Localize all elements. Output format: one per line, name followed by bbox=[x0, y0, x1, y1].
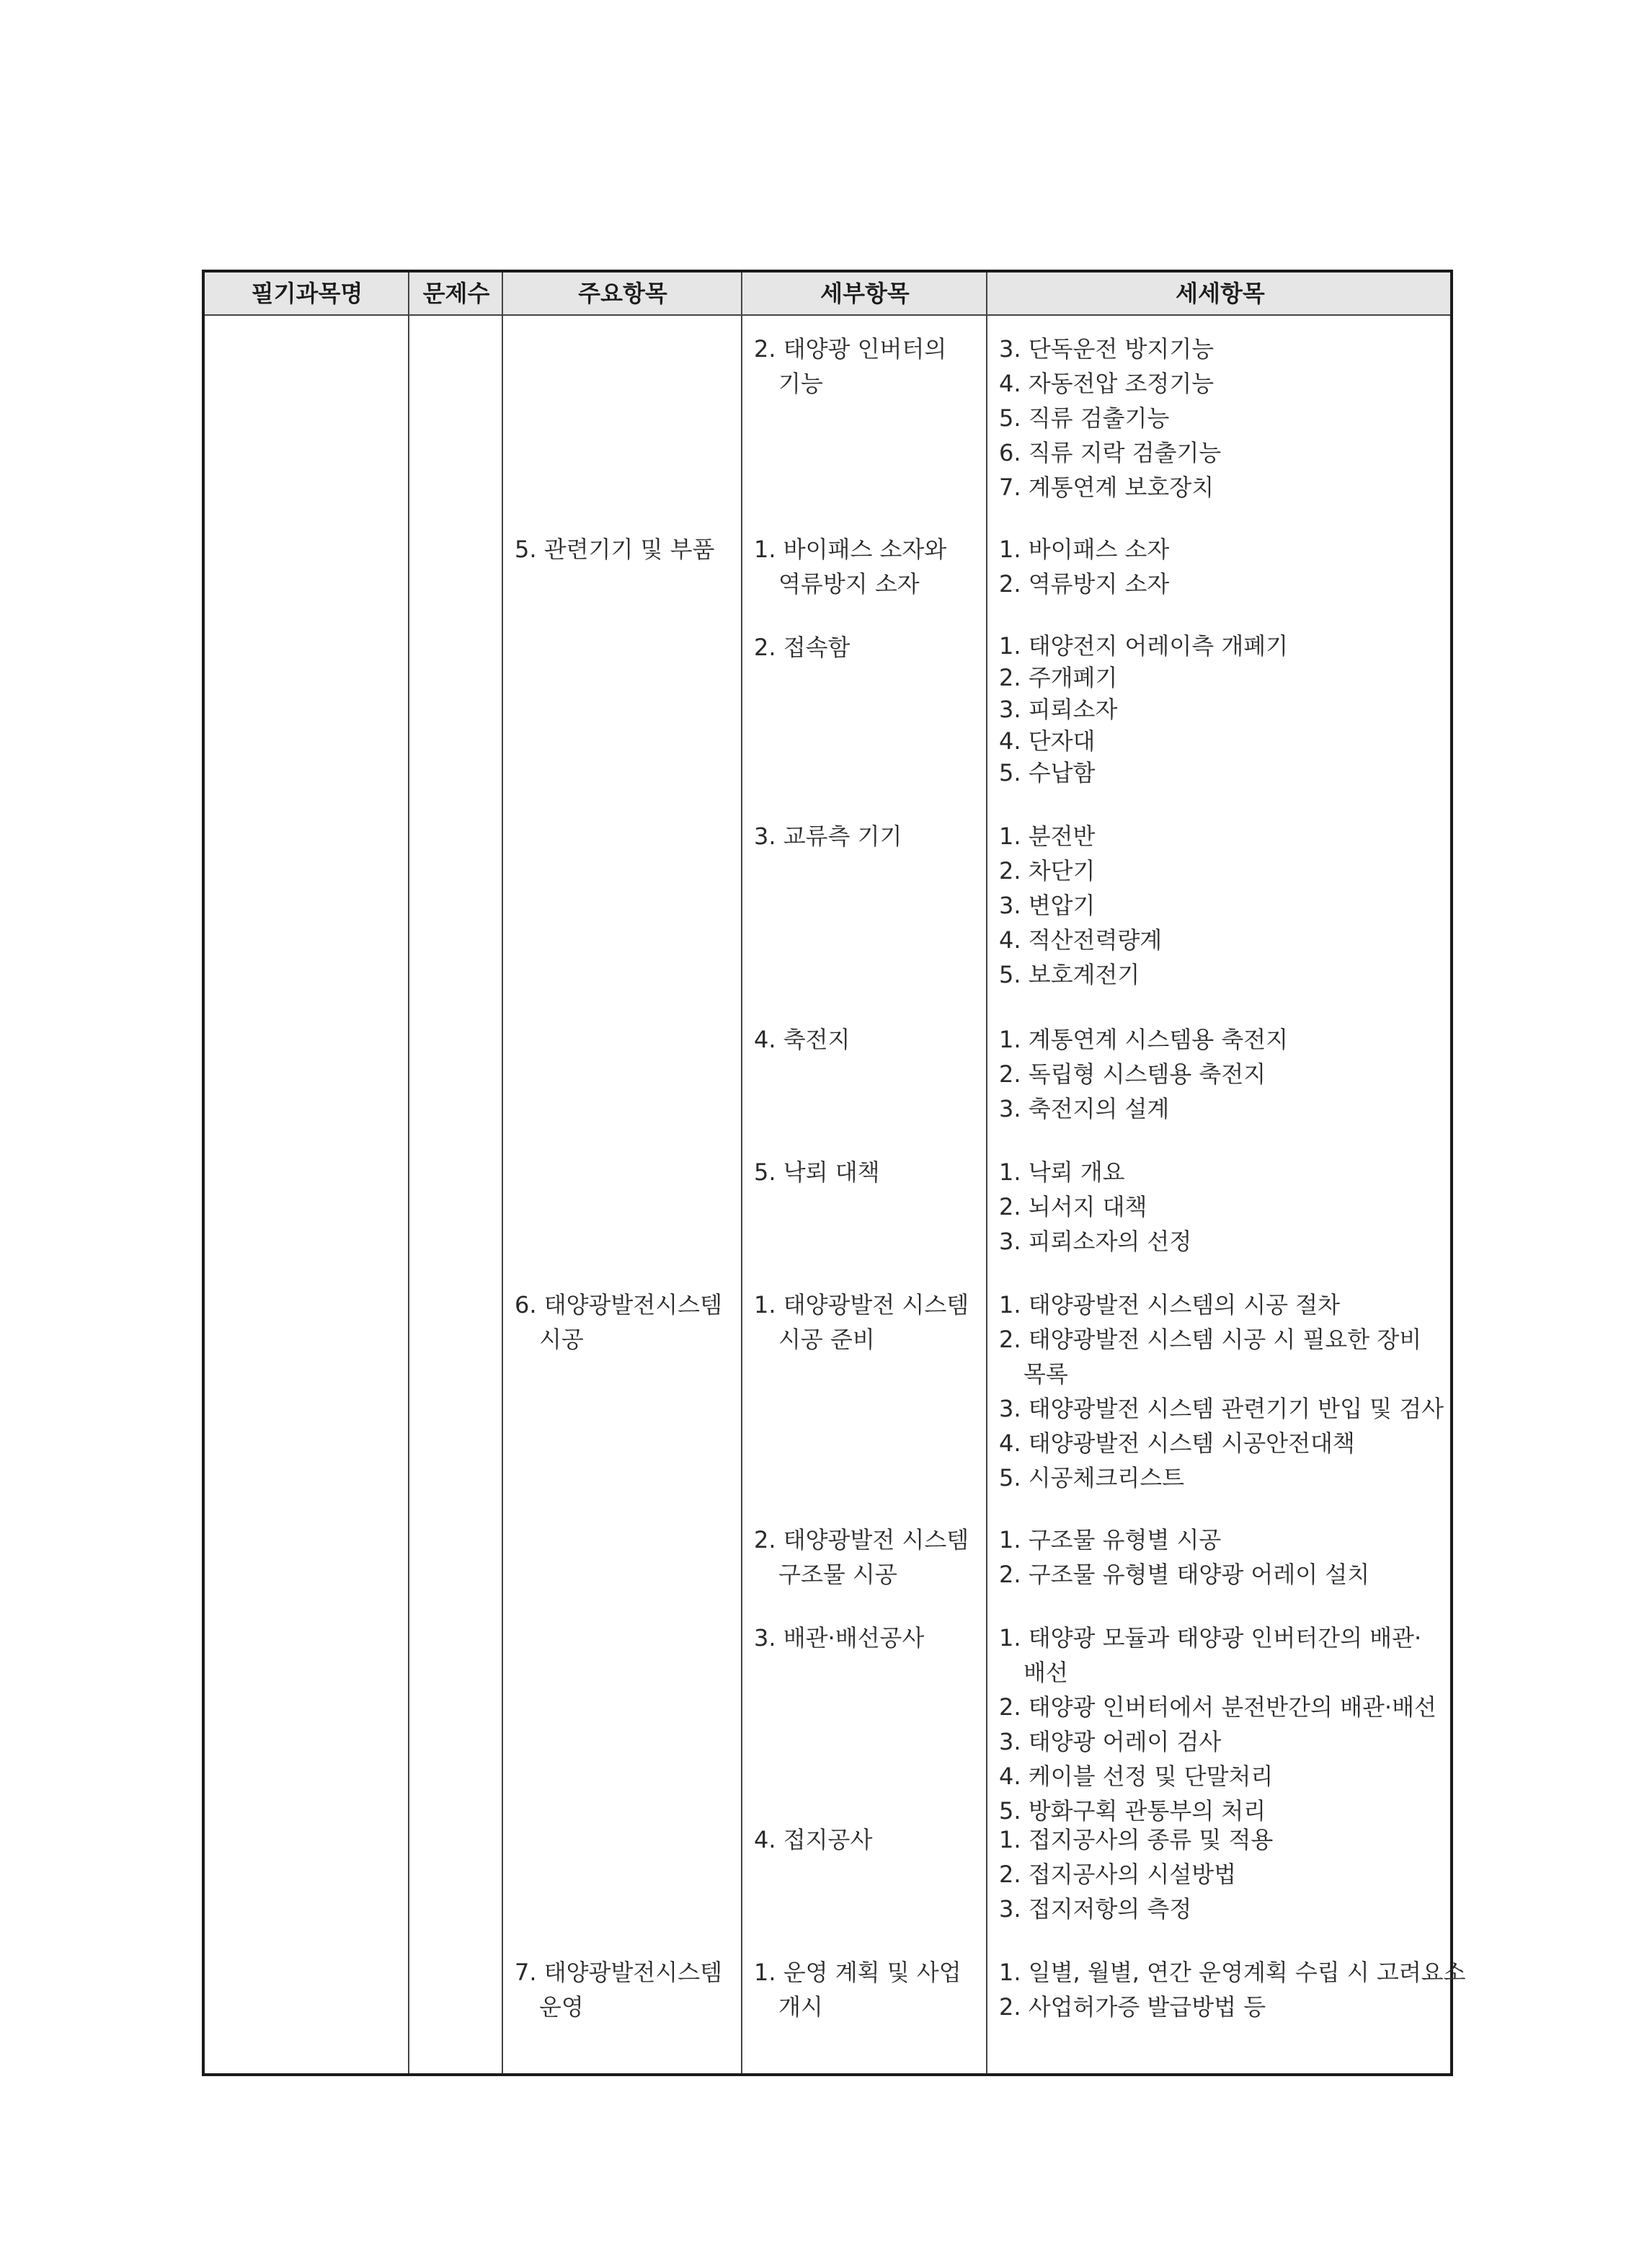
list-item: 1. 태양광발전 시스템의 시공 절차 bbox=[999, 1291, 1341, 1318]
sub-item: 2. 태양광발전 시스템 구조물 시공 bbox=[754, 1526, 969, 1588]
list-item: 4. 케이블 선정 및 단말처리 bbox=[999, 1763, 1274, 1790]
list-item: 7. 계통연계 보호장치 bbox=[999, 474, 1214, 501]
list-item: 2. 역류방지 소자 bbox=[999, 570, 1170, 598]
header-subject: 필기과목명 bbox=[251, 280, 363, 307]
list-item: 1. 태양광 모듈과 태양광 인버터간의 배관· bbox=[999, 1624, 1422, 1652]
list-item: 4. 자동전압 조정기능 bbox=[999, 370, 1214, 397]
detail-list bbox=[999, 532, 1169, 601]
detail-list bbox=[999, 1288, 1444, 1495]
list-item: 3. 축전지의 설계 bbox=[999, 1095, 1170, 1122]
list-item: 5. 시공체크리스트 bbox=[999, 1464, 1185, 1492]
list-item: 2. 사업허가증 발급방법 등 bbox=[999, 1993, 1266, 2021]
table-header bbox=[205, 272, 1450, 316]
list-item: 2. 태양광 인버터에서 분전반간의 배관·배선 bbox=[999, 1693, 1436, 1721]
list-item: 1. 태양전지 어레이측 개폐기 bbox=[999, 632, 1289, 660]
list-item: 4. 태양광발전 시스템 시공안전대책 bbox=[999, 1430, 1355, 1457]
detail-list bbox=[999, 1155, 1191, 1259]
sub-item: 4. 축전지 bbox=[754, 1026, 851, 1053]
list-item: 2. 뇌서지 대책 bbox=[999, 1193, 1147, 1220]
list-item: 1. 일별, 월별, 연간 운영계획 수립 시 고려요소 bbox=[999, 1959, 1466, 1986]
list-item: 3. 단독운전 방지기능 bbox=[999, 335, 1214, 363]
column-divider bbox=[502, 272, 503, 2073]
list-item: 3. 접지저항의 측정 bbox=[999, 1895, 1192, 1923]
sub-item: 4. 접지공사 bbox=[754, 1826, 873, 1853]
detail-list bbox=[999, 819, 1162, 992]
detail-list bbox=[999, 1822, 1273, 1926]
sub-item: 2. 태양광 인버터의 기능 bbox=[754, 335, 947, 397]
column-divider bbox=[986, 272, 987, 2073]
detail-list bbox=[999, 1022, 1288, 1126]
sub-item: 5. 낙뢰 대책 bbox=[754, 1158, 880, 1186]
list-item: 3. 피뢰소자의 선정 bbox=[999, 1228, 1192, 1255]
list-item-continuation: 배선 bbox=[1023, 1659, 1068, 1686]
header-detail-item: 세세항목 bbox=[1176, 280, 1265, 307]
list-item: 1. 분전반 bbox=[999, 823, 1096, 850]
column-divider bbox=[408, 272, 409, 2073]
list-item: 4. 단자대 bbox=[999, 727, 1096, 755]
list-item: 1. 낙뢰 개요 bbox=[999, 1158, 1125, 1186]
detail-list bbox=[999, 1621, 1436, 1828]
list-item: 2. 주개폐기 bbox=[999, 664, 1118, 691]
main-item: 6. 태양광발전시스템 시공 bbox=[515, 1291, 722, 1353]
header-sub-item: 세부항목 bbox=[820, 280, 910, 307]
list-item: 2. 태양광발전 시스템 시공 시 필요한 장비 bbox=[999, 1326, 1422, 1353]
sub-item: 1. 바이패스 소자와 역류방지 소자 bbox=[754, 536, 947, 598]
column-divider bbox=[741, 272, 742, 2073]
detail-list bbox=[999, 630, 1288, 789]
detail-list bbox=[999, 1523, 1369, 1592]
main-item: 7. 태양광발전시스템 운영 bbox=[515, 1959, 722, 2021]
sub-item: 1. 태양광발전 시스템 시공 준비 bbox=[754, 1291, 969, 1353]
syllabus-table bbox=[202, 270, 1466, 2076]
list-item: 3. 피뢰소자 bbox=[999, 696, 1118, 723]
list-item: 6. 직류 지락 검출기능 bbox=[999, 439, 1222, 466]
list-item: 2. 구조물 유형별 태양광 어레이 설치 bbox=[999, 1561, 1370, 1588]
list-item: 2. 차단기 bbox=[999, 857, 1096, 885]
main-item: 5. 관련기기 및 부품 bbox=[515, 536, 715, 563]
list-item: 5. 보호계전기 bbox=[999, 961, 1140, 988]
list-item: 3. 태양광발전 시스템 관련기기 반입 및 검사 bbox=[999, 1395, 1444, 1422]
list-item: 3. 변압기 bbox=[999, 892, 1096, 919]
list-item: 4. 적산전력량계 bbox=[999, 926, 1163, 954]
list-item: 5. 방화구획 관통부의 처리 bbox=[999, 1797, 1266, 1825]
list-item-continuation: 목록 bbox=[1023, 1360, 1068, 1388]
list-item: 2. 독립형 시스템용 축전지 bbox=[999, 1060, 1266, 1088]
sub-item: 1. 운영 계획 및 사업 개시 bbox=[754, 1959, 962, 2021]
header-main-item: 주요항목 bbox=[578, 280, 667, 307]
list-item: 1. 구조물 유형별 시공 bbox=[999, 1526, 1222, 1554]
list-item: 5. 수납함 bbox=[999, 759, 1096, 786]
list-item: 1. 계통연계 시스템용 축전지 bbox=[999, 1026, 1289, 1053]
sub-item: 3. 배관·배선공사 bbox=[754, 1624, 925, 1652]
list-item: 1. 바이패스 소자 bbox=[999, 536, 1170, 563]
detail-list bbox=[999, 332, 1221, 505]
list-item: 2. 접지공사의 시설방법 bbox=[999, 1861, 1237, 1888]
list-item: 3. 태양광 어레이 검사 bbox=[999, 1728, 1222, 1755]
list-item: 5. 직류 검출기능 bbox=[999, 404, 1170, 432]
detail-list bbox=[999, 1955, 1466, 2024]
sub-item: 2. 접속함 bbox=[754, 634, 851, 661]
sub-item: 3. 교류측 기기 bbox=[754, 823, 902, 850]
header-count: 문제수 bbox=[422, 280, 490, 307]
list-item: 1. 접지공사의 종류 및 적용 bbox=[999, 1826, 1274, 1853]
